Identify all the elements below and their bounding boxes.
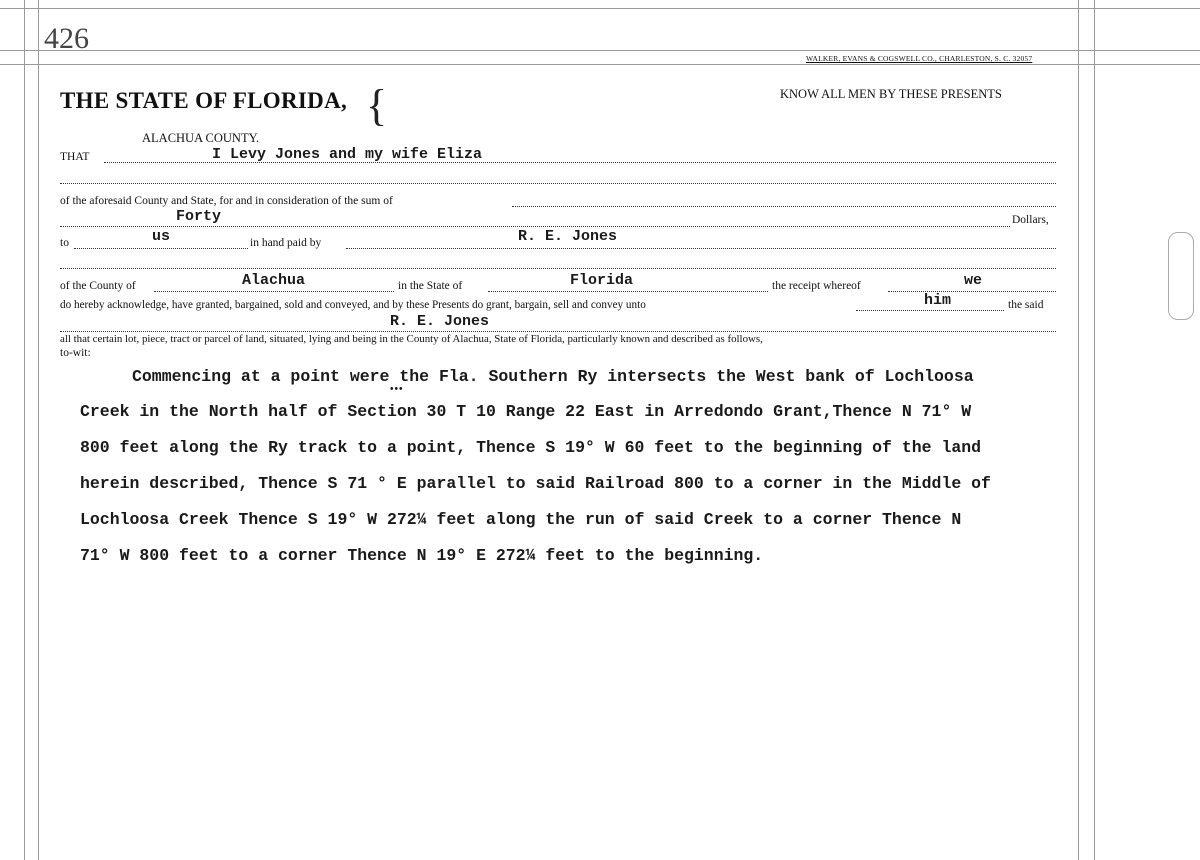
sum-value: Forty	[176, 208, 222, 225]
state-value: Florida	[570, 272, 634, 289]
paid-by-dotline	[346, 248, 1056, 249]
blank-dotline-2	[60, 268, 1056, 269]
top-rule	[0, 8, 1200, 9]
convey-dotline	[856, 310, 1004, 311]
county-value: Alachua	[242, 272, 306, 289]
the-said-label: the said	[1008, 299, 1044, 311]
to-wit-label: to-wit:	[60, 347, 91, 359]
to-label: to	[60, 237, 69, 249]
printer-mark: WALKER, EVANS & COGSWELL CO., CHARLESTON, S. C. 32057	[806, 54, 1033, 63]
county-heading: ALACHUA COUNTY.	[142, 131, 260, 145]
description-line-5: Lochloosa Creek Thence S 19° W 272¼ feet along the run of said Creek to a corner Thence N	[80, 510, 962, 529]
right-margin-rule	[1078, 0, 1079, 860]
sum-dotline-1	[512, 206, 1056, 207]
know-all-heading: KNOW ALL MEN BY THESE PRESENTS	[780, 87, 1002, 101]
to-dotline	[74, 248, 248, 249]
right-margin-rule-outer	[1094, 0, 1095, 860]
convey-value: him	[924, 292, 952, 309]
aforesaid-text: of the aforesaid County and State, for and in consideration of the sum of	[60, 195, 393, 207]
binder-hole	[1168, 232, 1194, 320]
the-said-dotline	[60, 331, 1056, 332]
receipt-dotline	[888, 291, 1056, 292]
dollars-label: Dollars,	[1012, 214, 1049, 226]
blank-dotline	[60, 183, 1056, 184]
state-dotline	[488, 291, 768, 292]
to-value: us	[152, 228, 171, 245]
page-number: 426	[44, 22, 89, 55]
of-county-label: of the County of	[60, 280, 136, 292]
description-line-1: Commencing at a point were the Fla. Southern Ry intersects the West bank of Lochloosa	[132, 367, 974, 386]
description-line-2: Creek in the North half of Section 30 T 10 Range 22 East in Arredondo Grant,Thence N 71° W	[80, 402, 972, 421]
grantors-value: I Levy Jones and my wife Eliza	[212, 146, 483, 163]
header-rule-2	[0, 64, 1200, 65]
description-line-3: 800 feet along the Ry track to a point, Thence S 19° W 60 feet to the beginning of the land	[80, 438, 982, 457]
the-said-value: R. E. Jones	[390, 313, 490, 330]
all-that-text: all that certain lot, piece, tract or parcel of land, situated, lying and being in the County of Alachua, State of Florida, particularly known and described as follows,	[60, 333, 763, 345]
paid-by-value: R. E. Jones	[518, 228, 618, 245]
brace: {	[366, 81, 388, 130]
description-line-6: 71° W 800 feet to a corner Thence N 19° E 272¼ feet to the beginning.	[80, 546, 764, 565]
receipt-label: the receipt whereof	[772, 280, 861, 292]
dots-mark: •••	[390, 384, 404, 395]
county-dotline	[154, 291, 394, 292]
acknowledge-text: do hereby acknowledge, have granted, bargained, sold and conveyed, and by these Presents do grant, bargain, sell and convey unto	[60, 299, 646, 311]
state-heading: THE STATE OF FLORIDA,	[60, 88, 348, 113]
header-rule-1	[0, 50, 1200, 51]
in-state-label: in the State of	[398, 280, 463, 292]
left-margin-rule-inner	[38, 0, 39, 860]
receipt-value: we	[964, 272, 983, 289]
in-hand-label: in hand paid by	[250, 237, 322, 249]
left-margin-rule	[24, 0, 25, 860]
description-line-4: herein described, Thence S 71 ° E parallel to said Railroad 800 to a corner in the Middle of	[80, 474, 991, 493]
that-label: THAT	[60, 151, 90, 163]
sum-dotline-2	[60, 226, 1010, 227]
